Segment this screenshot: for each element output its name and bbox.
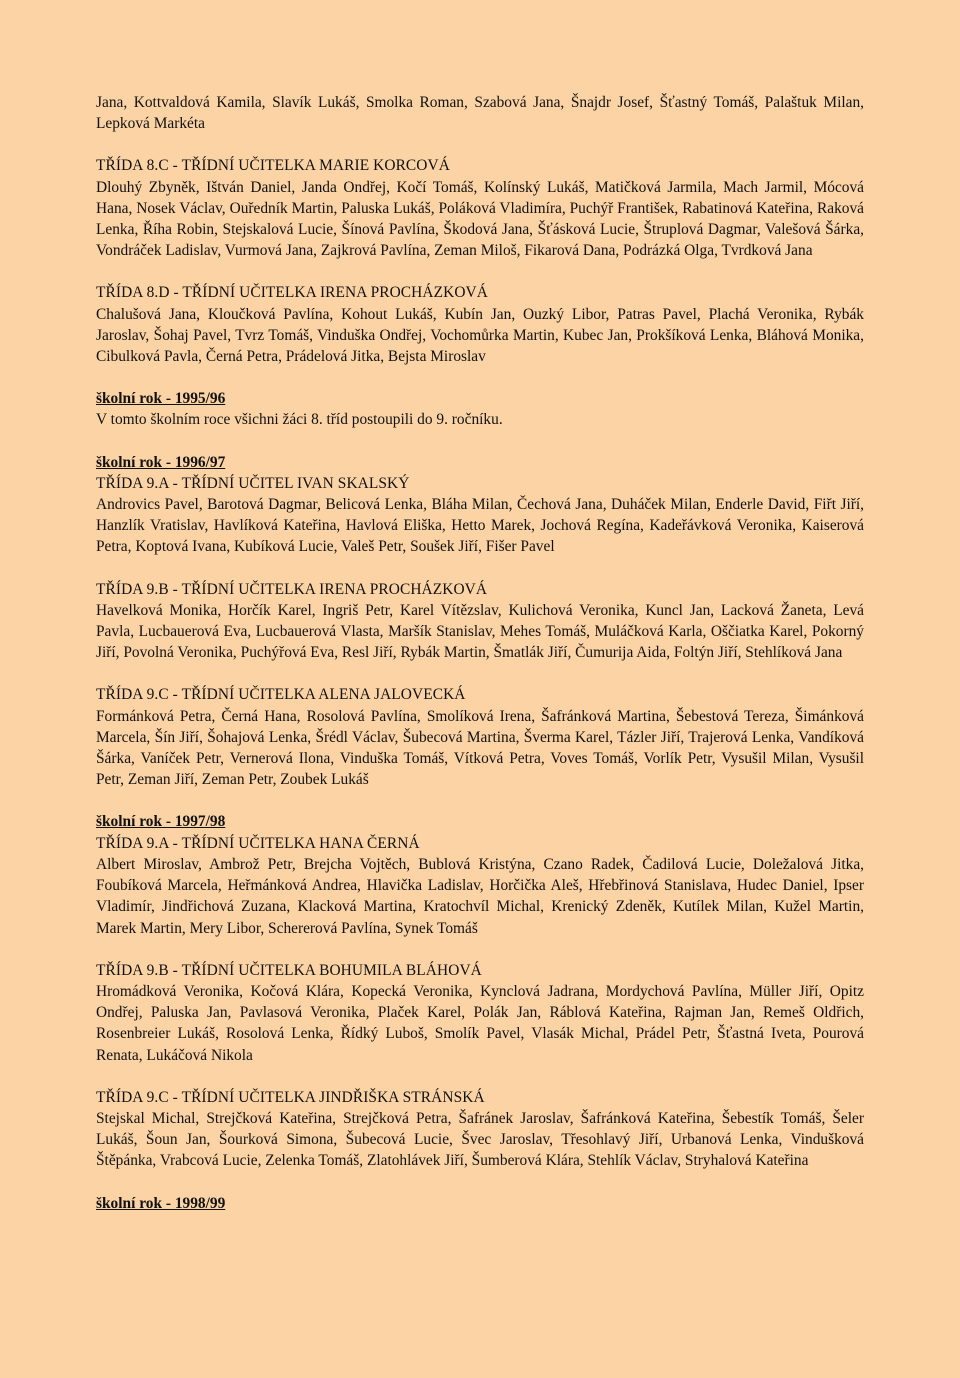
y1997-class-9c-names: Stejskal Michal, Strejčková Kateřina, Strejčková Petra, Šafránek Jaroslav, Šafránková Kateřina, Šebestík Tomáš, Šeler Lukáš, Šoun Jan, Šourková Simona, Šubecová Lucie, Švec Jaroslav, Třesohlavý Jiří, Urbanová Lenka, Vindušková Štěpánka, Vrabcová Lucie, Zelenka Tomáš, Zlatohlávek Jiří, Šumberová Klára, Stehlík Václav, Stryhalová Kateřina	[96, 1109, 864, 1170]
y1997-class-9b-heading: TŘÍDA 9.B - TŘÍDNÍ UČITELKA BOHUMILA BLÁHOVÁ	[96, 961, 482, 979]
y1996-class-9b-names: Havelková Monika, Horčík Karel, Ingriš Petr, Karel Vítězslav, Kulichová Veronika, Kuncl Jan, Lacková Žaneta, Levá Pavla, Lucbauerová Eva, Lucbauerová Vlasta, Maršík Stanislav, Mehes Tomáš, Muláčková Karla, Oščiatka Karel, Pokorný Jiří, Povolná Veronika, Puchýřová Eva, Resl Jiří, Rybák Martin, Šmatlák Jiří, Čumurija Aida, Foltýn Jiří, Stehlíková Jana	[96, 601, 864, 662]
school-year-1997-heading: školní rok - 1997/98	[96, 813, 226, 831]
class-8c-names: Dlouhý Zbyněk, Ištván Daniel, Janda Ondřej, Kočí Tomáš, Kolínský Lukáš, Matičková Jarmila, Mach Jarmil, Mócová Hana, Nosek Václav, Ouředník Martin, Paluska Lukáš, Poláková Vladimíra, Puchýř František, Rabatinová Kateřina, Raková Lenka, Říha Robin, Stejskalová Lucie, Šínová Pavlína, Škodová Jana, Šťásková Lucie, Štruplová Dagmar, Valešová Šárka, Vondráček Ladislav, Vurmová Jana, Zajkrová Pavlína, Zeman Miloš, Fikarová Dana, Podrázká Olga, Tvrdková Jana	[96, 178, 864, 260]
y1996-class-9c-names: Formánková Petra, Černá Hana, Rosolová Pavlína, Smolíková Irena, Šafránková Martina, Šebestová Tereza, Šimánková Marcela, Šín Jiří, Šohajová Lenka, Šrédl Václav, Šubecová Martina, Šverma Karel, Tázler Jiří, Trajerová Lenka, Vandíková Šárka, Vaníček Petr, Vernerová Ilona, Vinduška Tomáš, Vítková Petra, Voves Tomáš, Vorlík Petr, Vysušil Milan, Vysušil Petr, Zeman Jiří, Zeman Petr, Zoubek Lukáš	[96, 707, 864, 789]
y1997-class-9a-heading: TŘÍDA 9.A - TŘÍDNÍ UČITELKA HANA ČERNÁ	[96, 834, 420, 852]
y1996-class-9b-heading: TŘÍDA 9.B - TŘÍDNÍ UČITELKA IRENA PROCHÁZKOVÁ	[96, 580, 488, 598]
class-8d-heading: TŘÍDA 8.D - TŘÍDNÍ UČITELKA IRENA PROCHÁZKOVÁ	[96, 284, 488, 302]
y1997-class-9b-names: Hromádková Veronika, Kočová Klára, Kopecká Veronika, Kynclová Jadrana, Mordychová Pavlína, Müller Jiří, Opitz Ondřej, Paluska Jan, Pavlasová Veronika, Plaček Karel, Polák Jan, Ráblová Kateřina, Rajman Jan, Remeš Oldřich, Rosenbreier Lukáš, Rosolová Lenka, Řídký Luboš, Smolík Pavel, Vlasák Michal, Prádel Petr, Šťastná Iveta, Pourová Renata, Lukáčová Nikola	[96, 982, 864, 1064]
y1996-class-9a-heading: TŘÍDA 9.A - TŘÍDNÍ UČITEL IVAN SKALSKÝ	[96, 474, 410, 492]
y1997-class-9a-names: Albert Miroslav, Ambrož Petr, Brejcha Vojtěch, Bublová Kristýna, Czano Radek, Čadilová Lucie, Doležalová Jitka, Foubíková Marcela, Heřmánková Andrea, Hlavička Ladislav, Horčička Aleš, Hřebřinová Stanislava, Hudec Daniel, Ipser Vladimír, Jindřichová Zuzana, Klacková Martina, Kratochvíl Michal, Krenický Zdeněk, Kutílek Milan, Kužel Martin, Marek Martin, Mery Libor, Schererová Pavlína, Synek Tomáš	[96, 855, 864, 937]
school-year-1995-heading: školní rok - 1995/96	[96, 390, 226, 408]
y1996-class-9c-heading: TŘÍDA 9.C - TŘÍDNÍ UČITELKA ALENA JALOVECKÁ	[96, 686, 466, 704]
class-8d-names: Chalušová Jana, Kloučková Pavlína, Kohout Lukáš, Kubín Jan, Ouzký Libor, Patras Pavel, Plachá Veronika, Rybák Jaroslav, Šohaj Pavel, Tvrz Tomáš, Vinduška Ondřej, Vochomůrka Martin, Kubec Jan, Prokšíková Lenka, Bláhová Monika, Cibulková Pavla, Černá Petra, Prádelová Jitka, Bejsta Miroslav	[96, 305, 864, 366]
class-8c-heading: TŘÍDA 8.C - TŘÍDNÍ UČITELKA MARIE KORCOVÁ	[96, 157, 450, 175]
school-year-1998-heading: školní rok - 1998/99	[96, 1194, 226, 1212]
school-year-1995-note: V tomto školním roce všichni žáci 8. tříd postoupili do 9. ročníku.	[96, 411, 503, 429]
intro-names-paragraph: Jana, Kottvaldová Kamila, Slavík Lukáš, Smolka Roman, Szabová Jana, Šnajdr Josef, Šťastný Tomáš, Palaštuk Milan, Lepková Markéta	[96, 94, 864, 133]
y1997-class-9c-heading: TŘÍDA 9.C - TŘÍDNÍ UČITELKA JINDŘIŠKA STRÁNSKÁ	[96, 1088, 485, 1106]
school-year-1996-heading: školní rok - 1996/97	[96, 453, 226, 471]
y1996-class-9a-names: Androvics Pavel, Barotová Dagmar, Belicová Lenka, Bláha Milan, Čechová Jana, Duháček Milan, Enderle David, Fiřt Jiří, Hanzlík Vratislav, Havlíková Kateřina, Havlová Eliška, Hetto Marek, Jochová Regína, Kadeřávková Veronika, Kaiserová Petra, Koptová Ivana, Kubíková Lucie, Valeš Petr, Soušek Jiří, Fišer Pavel	[96, 496, 864, 556]
